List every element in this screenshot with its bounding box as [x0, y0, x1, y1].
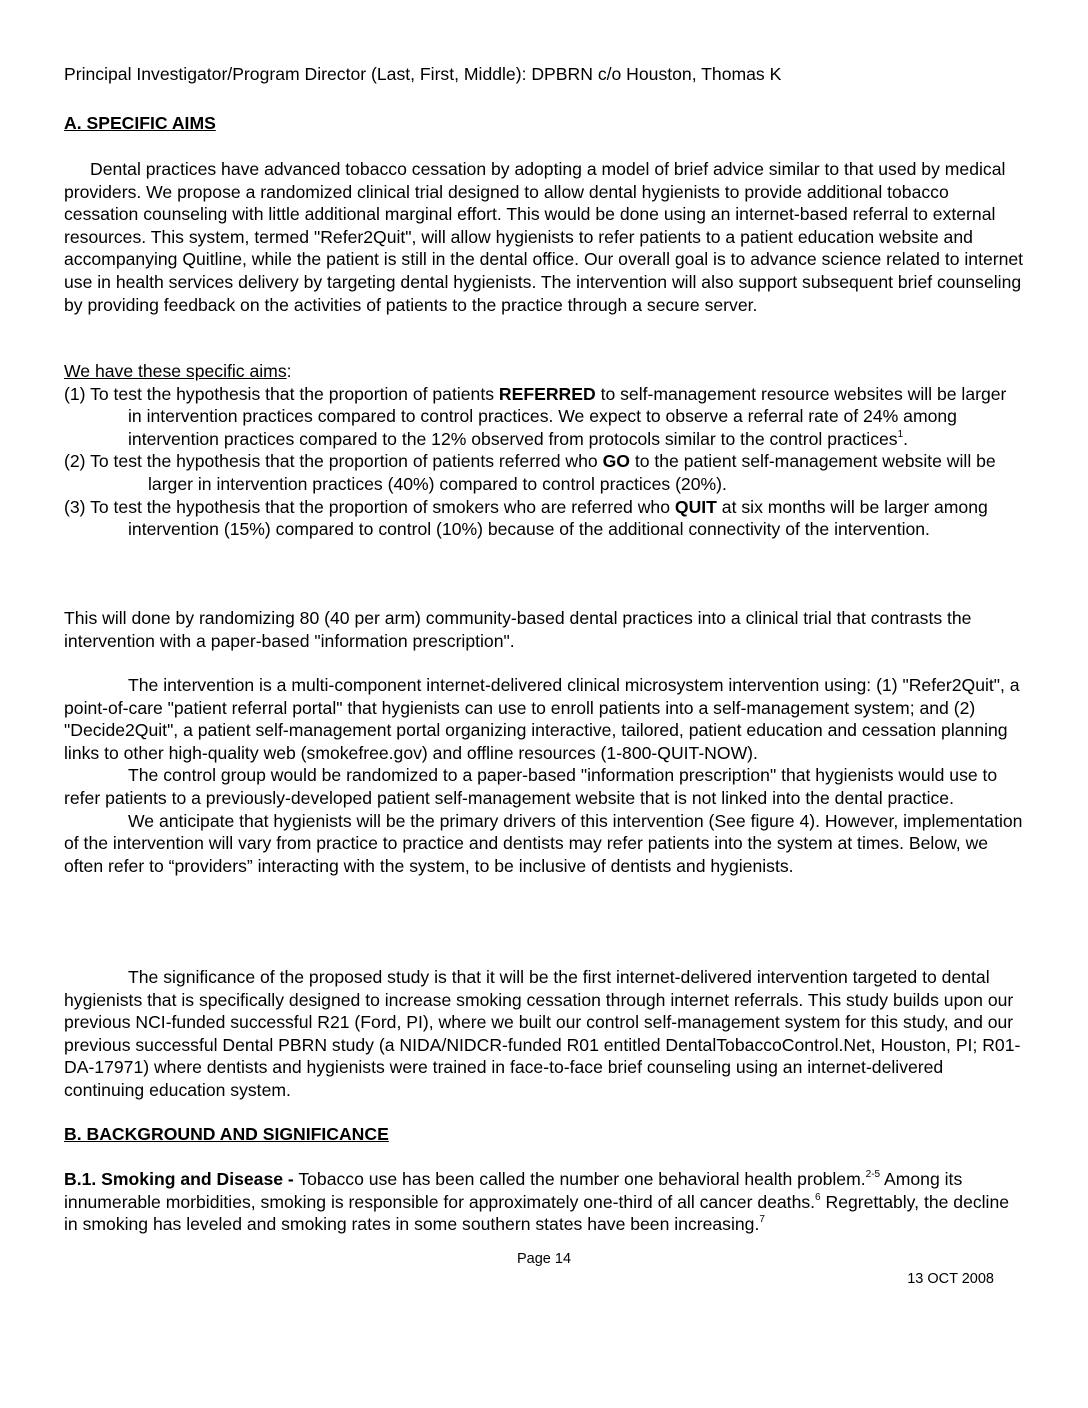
- aim-1-keyword: REFERRED: [498, 383, 596, 404]
- anticipate-paragraph: We anticipate that hygienists will be the primary drivers of this intervention (See figure 4). However, implementation of the intervention will vary from practice to practice and dentists may refer patients into the system at times. Below, we often refer to “providers” interacting with the system, to be inclusive of dentists and hygienists.: [64, 810, 1023, 876]
- page-header: Principal Investigator/Program Director (Last, First, Middle): DPBRN c/o Houston, Thomas K: [64, 64, 782, 84]
- aim-2-keyword: GO: [602, 451, 630, 472]
- section-a-body: [64, 158, 1024, 316]
- aim-3: [64, 496, 1024, 541]
- aim-1-text-b: to self-management resource websites will be larger in intervention practices compared to control practices. We expect to observe a referral rate of 24% among intervention practices compared to the 12% observed from protocols similar to the control practices: [128, 383, 1007, 449]
- aim-1-citation: 1: [897, 428, 904, 440]
- b1-text-a: Tobacco use has been called the number one behavioral health problem.: [293, 1169, 866, 1189]
- aims-intro-label: We have these specific aims: [64, 361, 287, 381]
- significance-block: [64, 966, 1024, 1102]
- footer-date: 13 OCT 2008: [907, 1271, 994, 1287]
- aim-2-text-a: (2) To test the hypothesis that the proportion of patients referred who: [64, 451, 603, 472]
- aim-3-keyword: QUIT: [674, 496, 717, 517]
- b1-text-c: Regrettably, the decline in smoking has leveled and smoking rates in some southern states have been increasing.: [64, 1191, 1010, 1235]
- b1-citation-1: 2-5: [865, 1169, 881, 1180]
- b1-paragraph: [64, 1168, 1024, 1236]
- randomization-paragraph: This will done by randomizing 80 (40 per arm) community-based dental practices into a clinical trial that contrasts the intervention with a paper-based "information prescription".: [64, 608, 972, 651]
- section-b-heading: B. BACKGROUND AND SIGNIFICANCE: [64, 1124, 389, 1144]
- intervention-paragraph: The intervention is a multi-component internet-delivered clinical microsystem intervention using: (1) "Refer2Quit", a point-of-care "patient referral portal" that hygienists can use to enroll patients into a self-management system; and (2) "Decide2Quit", a patient self-management portal organizing interactive, tailored, patient education and cessation planning links to other high-quality web (smokefree.gov) and offline resources (1-800-QUIT-NOW).: [64, 675, 1020, 763]
- randomization-paragraph-block: [64, 607, 1024, 652]
- aim-3-text-a: (3) To test the hypothesis that the proportion of smokers who are referred who: [64, 496, 675, 517]
- aim-3-text-b: at six months will be larger among intervention (15%) compared to control (10%) because of the additional connectivity of the intervention.: [128, 496, 988, 540]
- b1-label: B.1. Smoking and Disease -: [64, 1169, 294, 1189]
- aims-intro-paragraph: Dental practices have advanced tobacco cessation by adopting a model of brief advice similar to that used by medical providers. We propose a randomized clinical trial designed to allow dental hygienists to provide additional tobacco cessation counseling with little additional marginal effort. This would be done using an internet-based referral to external resources. This system, termed "Refer2Quit", will allow hygienists to refer patients to a patient education website and accompanying Quitline, while the patient is still in the dental office. Our overall goal is to advance science related to internet use in health services delivery by targeting dental hygienists. The intervention will also support subsequent brief counseling by providing feedback on the activities of patients to the practice through a secure server.: [64, 159, 1024, 315]
- aim-1-end: .: [903, 428, 909, 449]
- b1-citation-2: 6: [815, 1191, 821, 1203]
- intervention-block: [64, 674, 1024, 877]
- section-b1-block: [64, 1168, 1024, 1236]
- specific-aims-list: [64, 360, 1024, 541]
- aims-intro-line: [64, 360, 1024, 383]
- section-a-heading: A. SPECIFIC AIMS: [64, 113, 216, 133]
- aim-2-text-b: to the patient self-management website will be larger in intervention practices (40%) compared to control practices (20%).: [148, 451, 996, 494]
- aim-2: [64, 450, 1024, 495]
- aims-intro-colon: :: [286, 361, 292, 381]
- control-paragraph: The control group would be randomized to a paper-based "information prescription" that hygienists would use to refer patients to a previously-developed patient self-management website that is not linked into the dental practice.: [64, 765, 998, 808]
- b1-citation-3: 7: [759, 1214, 765, 1226]
- aim-1: [64, 383, 1024, 451]
- significance-paragraph: The significance of the proposed study is that it will be the first internet-delivered intervention targeted to dental hygienists that is specifically designed to increase smoking cessation through internet referrals. This study builds upon our previous NCI-funded successful R21 (Ford, PI), where we built our control self-management system for this study, and our previous successful Dental PBRN study (a NIDA/NIDCR-funded R01 entitled DentalTobaccoControl.Net, Houston, PI; R01-DA-17971) where dentists and hygienists were trained in face-to-face brief counseling using an internet-delivered continuing education system.: [64, 967, 1021, 1100]
- b1-text-b: Among its innumerable morbidities, smoking is responsible for approximately one-third of all cancer deaths.: [64, 1169, 963, 1212]
- aim-1-text-a: (1) To test the hypothesis that the proportion of patients: [64, 383, 499, 404]
- page-number: Page 14: [516, 1251, 572, 1267]
